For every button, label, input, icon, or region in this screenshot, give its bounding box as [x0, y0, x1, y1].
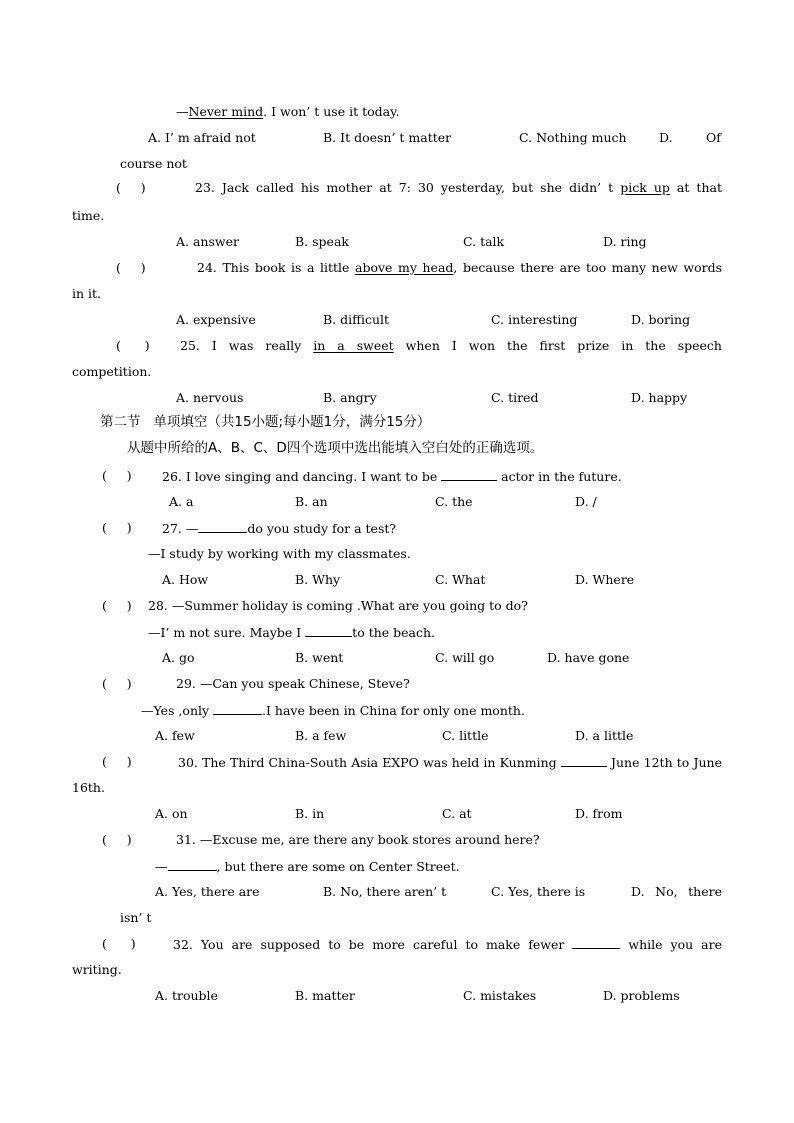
q29-answer-paren: ( ) — [102, 676, 132, 691]
q25-option-a: A. nervous — [176, 390, 244, 405]
q22-underlined-phrase: Never mind — [188, 104, 264, 119]
q29-blank — [213, 702, 262, 715]
q32-option-b: B. matter — [295, 988, 355, 1003]
q32-stem-after: while you are — [620, 937, 722, 952]
q31-reply-before: — — [155, 859, 168, 874]
q26-option-c: C. the — [435, 494, 473, 509]
q26-option-d: D. / — [575, 494, 597, 509]
q22-option-c: C. Nothing much — [519, 130, 627, 145]
q25-stem — [180, 338, 722, 354]
q27-blank — [198, 520, 247, 533]
q26-stem-before: 26. I love singing and dancing. I want to be — [162, 469, 442, 484]
q25-stem-wrap: competition. — [72, 364, 152, 379]
q29-reply-after: .I have been in China for only one month. — [262, 703, 525, 718]
q32-stem — [173, 936, 722, 952]
q28-stem: 28. —Summer holiday is coming .What are you going to do? — [148, 598, 528, 613]
q31-option-c: C. Yes, there is — [491, 884, 586, 899]
q28-answer-paren: ( ) — [102, 598, 132, 613]
q27-option-d: D. Where — [575, 572, 635, 587]
q27-option-a: A. How — [162, 572, 209, 587]
q27-option-b: B. Why — [295, 572, 341, 587]
q31-reply — [155, 858, 460, 874]
q28-blank — [305, 624, 352, 637]
q30-stem — [178, 754, 722, 770]
q22-option-d-text: Of — [706, 130, 721, 145]
q24-option-b: B. difficult — [323, 312, 390, 327]
q29-reply-before: —Yes ,only — [141, 703, 214, 718]
q24-stem — [197, 260, 722, 276]
q26-blank — [441, 468, 497, 481]
q23-option-b: B. speak — [295, 234, 349, 249]
q22-option-wrap: course not — [120, 156, 187, 171]
q27-stem — [162, 520, 396, 536]
q29-reply — [141, 702, 525, 718]
q27-reply: —I study by working with my classmates. — [148, 546, 411, 561]
q26-answer-paren: ( ) — [102, 468, 132, 483]
q31-option-b: B. No, there aren’ t — [323, 884, 447, 899]
section2-instruction: 从题中所给的A、B、C、D四个选项中选出能填入空白处的正确选项。 — [127, 440, 544, 456]
q32-option-c: C. mistakes — [463, 988, 537, 1003]
q30-stem-after: June 12th to June — [606, 755, 722, 770]
q27-stem-after: do you study for a test? — [247, 521, 397, 536]
q28-option-c: C. will go — [435, 650, 495, 665]
q24-option-c: C. interesting — [491, 312, 578, 327]
q26-option-b: B. an — [295, 494, 328, 509]
section2-title: 第二节 单项填空（共15小题;每小题1分，满分15分） — [100, 414, 431, 430]
q23-option-d: D. ring — [603, 234, 647, 249]
q27-stem-before: 27. — — [162, 521, 199, 536]
q23-stem-before: 23. Jack called his mother at 7: 30 yesterday, but she didn’ t — [195, 180, 621, 195]
q30-option-b: B. in — [295, 806, 325, 821]
q28-option-d: D. have gone — [547, 650, 630, 665]
q28-option-b: B. went — [295, 650, 344, 665]
q31-option-a: A. Yes, there are — [155, 884, 260, 899]
q31-option-wrap: isn’ t — [120, 910, 152, 925]
q23-option-c: C. talk — [463, 234, 505, 249]
q32-blank — [572, 936, 620, 949]
q30-stem-wrap: 16th. — [72, 780, 105, 795]
q22-reply-rest: . I won’ t use it today. — [263, 104, 400, 119]
q22-option-a: A. I’ m afraid not — [148, 130, 256, 145]
q28-reply-before: —I’ m not sure. Maybe I — [148, 625, 306, 640]
q32-option-d: D. problems — [603, 988, 680, 1003]
q30-stem-before: 30. The Third China-South Asia EXPO was held in Kunming — [178, 755, 561, 770]
q25-answer-paren: ( ) — [116, 338, 150, 353]
q28-reply-after: to the beach. — [352, 625, 436, 640]
q25-underlined-phrase: in a sweet — [313, 338, 394, 353]
q25-stem-after: when I won the first prize in the speech — [393, 338, 722, 353]
q27-option-c: C. What — [435, 572, 486, 587]
q32-stem-before: 32. You are supposed to be more careful to make fewer — [173, 937, 573, 952]
q22-option-d: D. — [659, 130, 673, 145]
q23-answer-paren: ( ) — [116, 180, 146, 195]
q26-stem — [162, 468, 622, 484]
q29-option-c: C. little — [442, 728, 489, 743]
q30-option-c: C. at — [442, 806, 472, 821]
q30-blank — [561, 754, 607, 767]
q25-stem-before: 25. I was really — [180, 338, 314, 353]
q22-option-b: B. It doesn’ t matter — [323, 130, 452, 145]
q23-stem-wrap: time. — [72, 208, 105, 223]
q25-option-d: D. happy — [631, 390, 688, 405]
q23-stem-after: at that — [669, 180, 722, 195]
q24-underlined-phrase: above my head — [355, 260, 454, 275]
q29-option-b: B. a few — [295, 728, 347, 743]
q23-underlined-phrase: pick up — [620, 180, 670, 195]
q32-answer-paren: ( ) — [102, 936, 136, 951]
q31-option-d: D. No, there — [631, 884, 722, 899]
q31-blank — [168, 858, 217, 871]
q30-option-a: A. on — [155, 806, 188, 821]
q31-reply-after: , but there are some on Center Street. — [216, 859, 460, 874]
q29-stem: 29. —Can you speak Chinese, Steve? — [176, 676, 410, 691]
q22-reply — [176, 104, 399, 120]
q28-reply — [148, 624, 435, 640]
q30-answer-paren: ( ) — [102, 754, 132, 769]
q30-option-d: D. from — [575, 806, 623, 821]
q31-answer-paren: ( ) — [102, 832, 132, 847]
q28-option-a: A. go — [162, 650, 195, 665]
q24-stem-after: , because there are too many new words — [453, 260, 722, 275]
q32-stem-wrap: writing. — [72, 962, 122, 977]
q25-option-b: B. angry — [323, 390, 377, 405]
q24-option-d: D. boring — [631, 312, 691, 327]
q24-stem-wrap: in it. — [72, 286, 102, 301]
q29-option-a: A. few — [155, 728, 195, 743]
q31-stem: 31. —Excuse me, are there any book stores around here? — [176, 832, 540, 847]
q26-option-a: A. a — [169, 494, 194, 509]
q32-option-a: A. trouble — [155, 988, 218, 1003]
q23-stem — [195, 180, 722, 196]
q26-stem-after: actor in the future. — [497, 469, 622, 484]
q27-answer-paren: ( ) — [102, 520, 132, 535]
q22-dash: — — [176, 104, 189, 119]
q24-option-a: A. expensive — [176, 312, 256, 327]
q24-stem-before: 24. This book is a little — [197, 260, 356, 275]
q24-answer-paren: ( ) — [116, 260, 146, 275]
q23-option-a: A. answer — [176, 234, 239, 249]
q25-option-c: C. tired — [491, 390, 539, 405]
q29-option-d: D. a little — [575, 728, 634, 743]
